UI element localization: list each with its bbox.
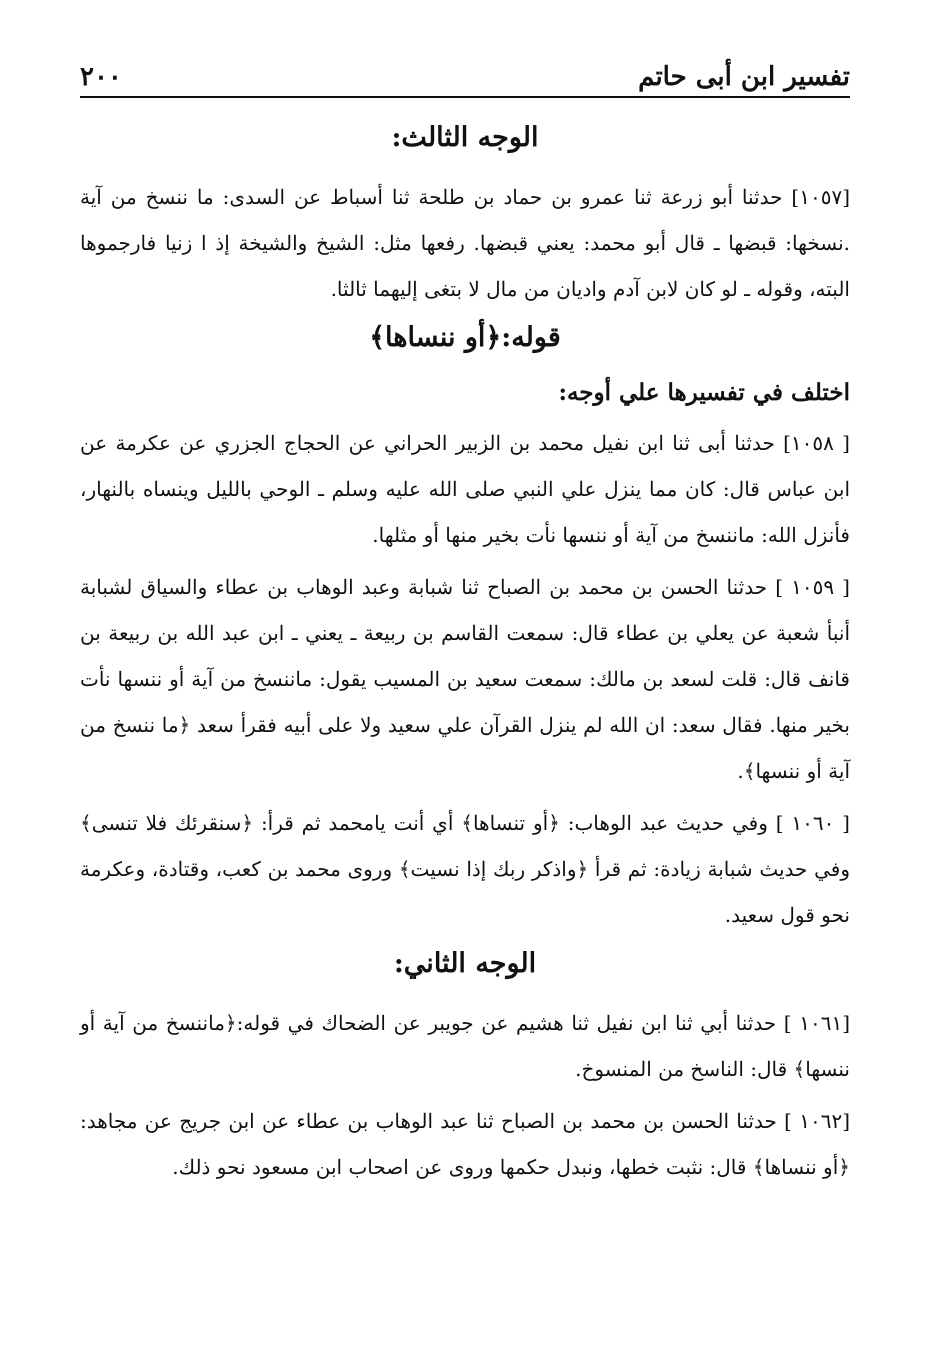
entry-1062: [١٠٦٢ ] حدثنا الحسن بن محمد بن الصباح ثنا عبد الوهاب بن عطاء عن ابن جريج عن مجاهد: ﴿أو ننساها﴾ قال: نثبت خطها، ونبدل حكمها وروى عن اصحاب ابن مسعود نحو ذلك. <box>80 1109 850 1179</box>
entry-1060: [ ١٠٦٠ ] وفي حديث عبد الوهاب: ﴿أو تنساها﴾ أي أنت يامحمد ثم قرأ: ﴿سنقرئك فلا تنسى﴾ وفي حديث شبابة زيادة: ثم قرأ ﴿واذكر ربك إذا نسيت﴾ وروى محمد بن كعب، وقتادة، وعكرمة نحو قول سعيد. <box>80 811 850 927</box>
entry-1061: [١٠٦١ ] حدثنا أبي ثنا ابن نفيل ثنا هشيم عن جويبر عن الضحاك في قوله:﴿ماننسخ من آية أو ننسها﴾ قال: الناسخ من المنسوخ. <box>80 1011 850 1081</box>
page-body <box>80 118 850 1196</box>
disagreement-heading: اختلف في تفسيرها علي أوجه: <box>558 379 850 406</box>
entry-1059: [ ١٠٥٩ ] حدثنا الحسن بن محمد بن الصباح ثنا شبابة وعبد الوهاب بن عطاء والسياق لشبابة أنبأ شعبة عن يعلي بن عطاء قال: سمعت القاسم بن ربيعة ـ يعني ـ ابن عبد الله بن ربيعة بن قانف قال: قلت لسعد بن مالك: سمعت سعيد بن المسيب يقول: ماننسخ من آية أو ننسها نأت بخير منها. فقال سعد: ان الله لم ينزل القرآن علي سعيد ولا على أبيه فقرأ سعد ﴿ما ننسخ من آية أو ننسها﴾. <box>80 575 850 783</box>
second-aspect-heading: الوجه الثاني: <box>393 948 537 979</box>
page-number: ٢٠٠ <box>80 62 122 92</box>
entry-1058: [ ١٠٥٨] حدثنا أبى ثنا ابن نفيل محمد بن الزبير الحراني عن الحجاج الجزري عن عكرمة عن ابن عباس قال: كان مما ينزل علي النبي صلى الله عليه وسلم ـ الوحي بالليل وينساه بالنهار، فأنزل الله: ماننسخ من آية أو ننسها نأت بخير منها أو مثلها. <box>80 431 850 547</box>
third-aspect-heading: الوجه الثالث: <box>391 122 539 153</box>
running-header <box>80 52 850 98</box>
book-page <box>80 0 850 1361</box>
verse-heading: قوله:﴿أو ننساها﴾ <box>369 322 561 353</box>
book-title: تفسير ابن أبى حاتم <box>638 62 850 92</box>
entry-1057: [١٠٥٧] حدثنا أبو زرعة ثنا عمرو بن حماد بن طلحة ثنا أسباط عن السدى: ما ننسخ من آية .نسخها: قبضها ـ قال أبو محمد: يعني قبضها. رفعها مثل: الشيخ والشيخة إذ ا زنيا فارجموها البته، وقوله ـ لو كان لابن آدم واديان من مال لا بتغى إليهما ثالثا. <box>80 185 850 301</box>
